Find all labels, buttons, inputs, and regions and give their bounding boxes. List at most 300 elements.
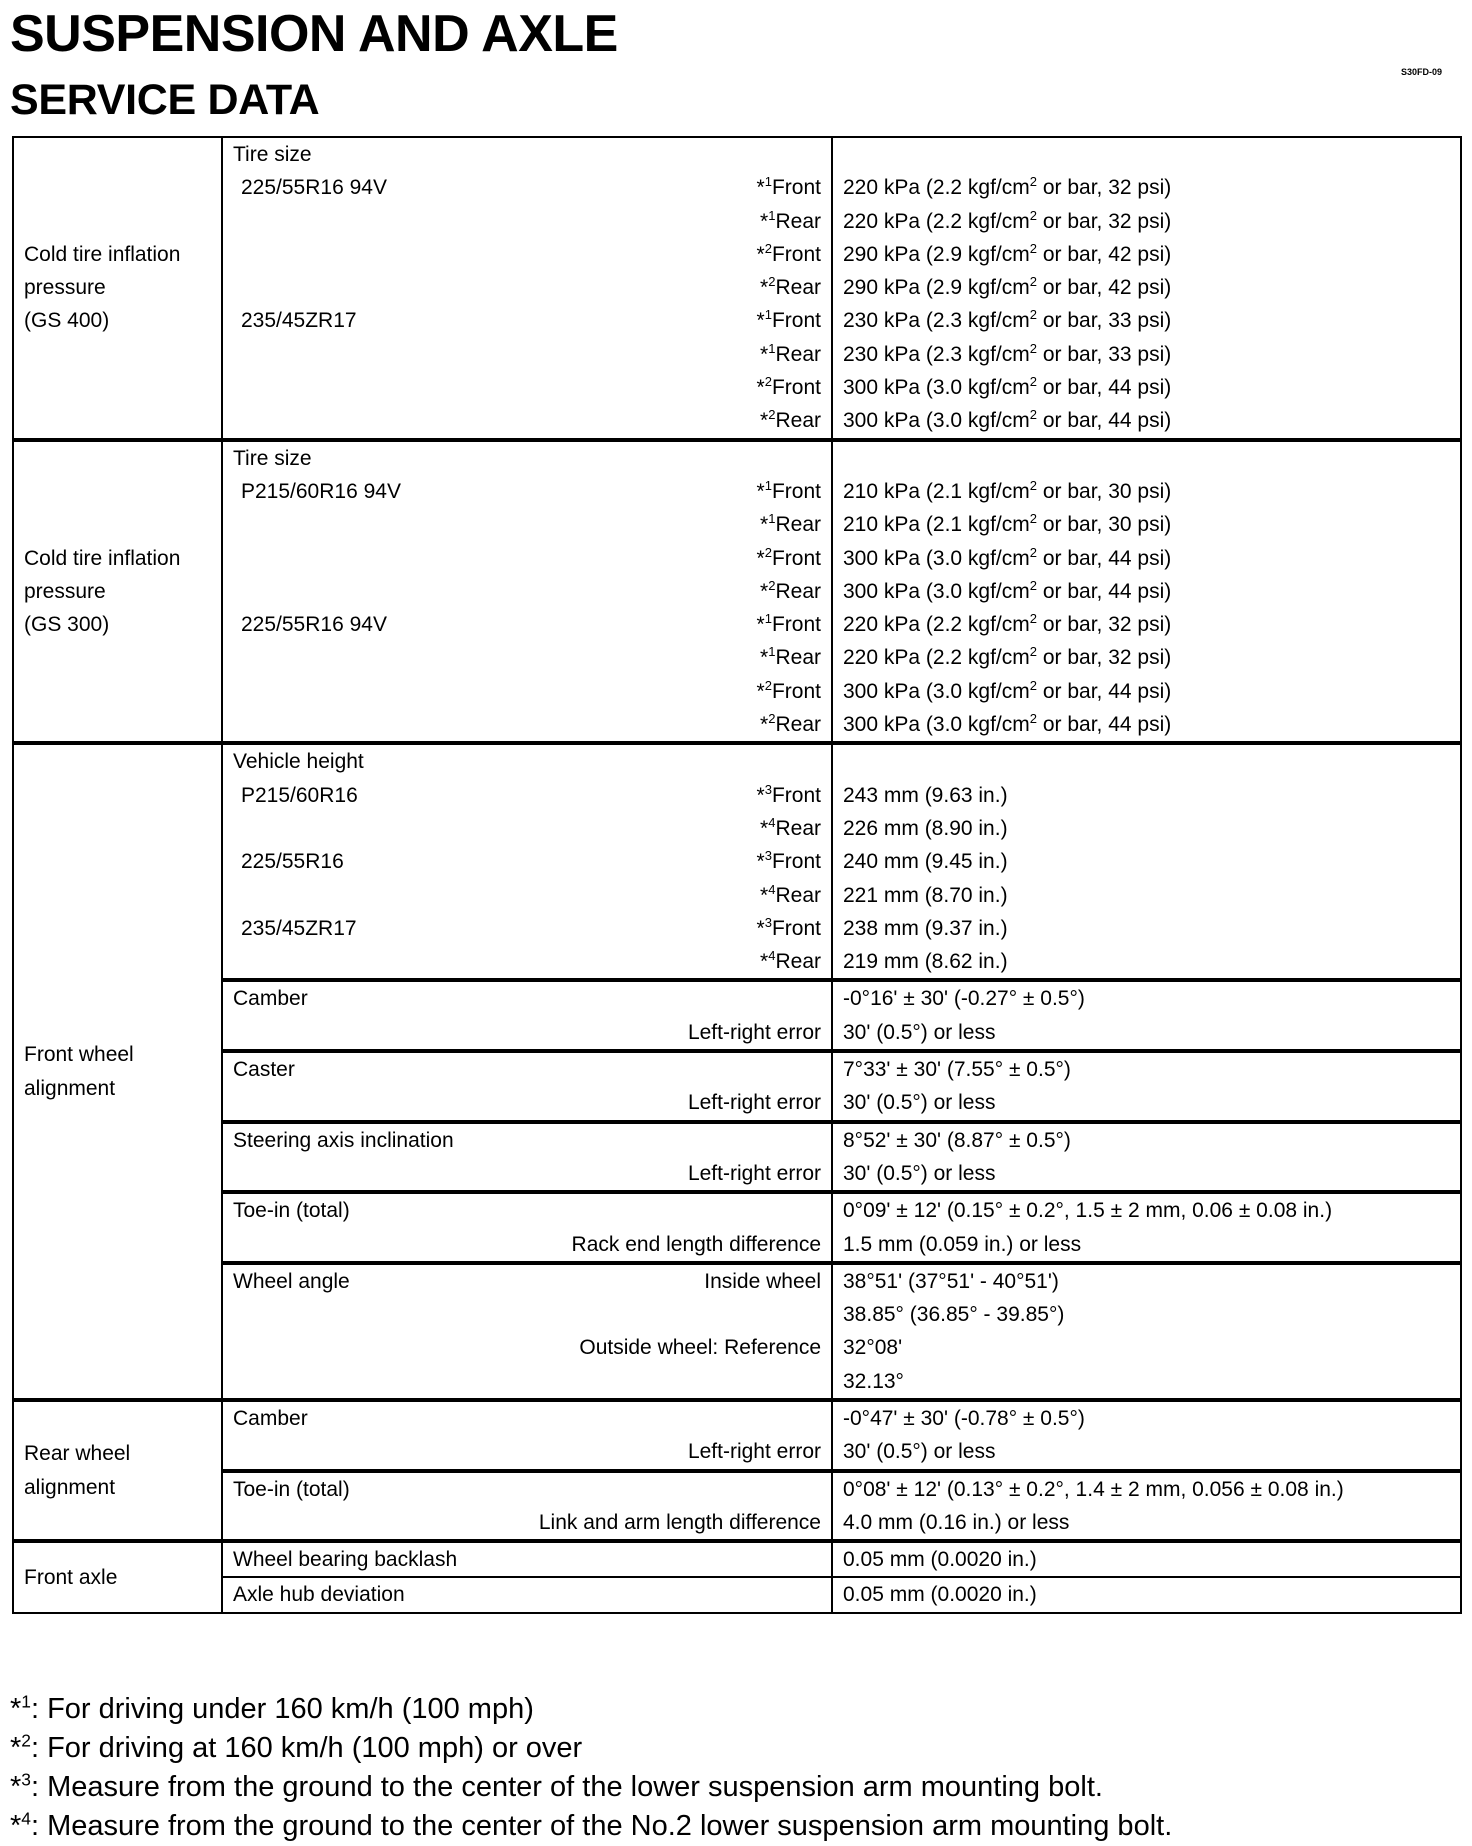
mark-number: 2: [768, 711, 776, 727]
asterisk: *: [756, 679, 765, 703]
footnote-mark: [10, 1771, 31, 1803]
height-value: 243 mm (9.63 in.): [843, 783, 1008, 807]
position-label: [760, 508, 821, 541]
pressure-value: [843, 304, 1450, 337]
asterisk: *: [760, 342, 769, 366]
spec-item-row: [233, 238, 821, 271]
position-label: [757, 371, 821, 404]
pressure-value-text: 300 kPa (3.0 kgf/cm: [843, 376, 1030, 400]
pressure-value-text: 300 kPa (3.0 kgf/cm: [843, 409, 1030, 433]
axle-position: Front: [771, 309, 821, 333]
outside-wheel-label: Outside wheel: Reference: [579, 1336, 821, 1360]
blank-line: [843, 745, 1450, 778]
spec-items-cell: [222, 1471, 832, 1542]
toe-in-label: Toe-in (total): [233, 1199, 350, 1223]
camber-sub-label: Left-right error: [687, 1020, 821, 1044]
row-front-camber: [13, 980, 1461, 1051]
row-rear-camber: [13, 1400, 1461, 1471]
unit-exponent: 2: [1029, 544, 1038, 560]
unit-exponent: 2: [1029, 577, 1038, 593]
spec-item-row: [233, 508, 821, 541]
mark-number: 1: [768, 340, 776, 356]
position-label: [757, 171, 821, 204]
height-value: 240 mm (9.45 in.): [843, 850, 1008, 874]
footnote-text: : Measure from the ground to the center of the No.2 lower suspension arm mounting bolt.: [30, 1810, 1173, 1842]
footnote-mark: [757, 309, 772, 332]
unit-exponent: 2: [1029, 511, 1038, 527]
asterisk: *: [760, 409, 769, 433]
pressure-value: [843, 371, 1450, 404]
unit-exponent: 2: [1029, 677, 1038, 693]
footnote-mark: [756, 914, 772, 940]
outside-wheel-value: 32°08': [843, 1336, 903, 1360]
footnote-mark: [10, 1693, 31, 1725]
caster-label: Caster: [233, 1058, 295, 1082]
asterisk: *: [756, 242, 765, 266]
spec-item-row: [233, 608, 821, 641]
mark-number: 3: [21, 1769, 31, 1790]
vehicle-height-header: Vehicle height: [233, 750, 364, 774]
spec-item-row: [233, 845, 821, 878]
spec-values-cell: [832, 1051, 1461, 1122]
footnote-mark: [756, 781, 772, 807]
mark-number: 4: [21, 1808, 31, 1829]
spec-item-row: [233, 879, 821, 912]
footnote: [10, 1690, 1172, 1729]
position-label: [757, 238, 821, 271]
unit-exponent: 2: [1029, 477, 1038, 493]
footnote-mark: [757, 850, 772, 873]
tire-size: P215/60R16: [241, 783, 358, 807]
inside-wheel-value: 38°51' (37°51' - 40°51'): [843, 1269, 1059, 1293]
caster-sub-label: Left-right error: [687, 1091, 821, 1115]
axle-position: Front: [771, 176, 821, 200]
spec-values-cell: [832, 1192, 1461, 1263]
pressure-value-text: 300 kPa (3.0 kgf/cm: [843, 546, 1030, 570]
asterisk: *: [756, 850, 765, 874]
unit-exponent: 2: [1029, 207, 1038, 223]
position-label: [757, 542, 821, 575]
footnote-mark: [760, 409, 775, 432]
footnote-mark: [760, 340, 776, 366]
asterisk: *: [760, 646, 769, 670]
mark-number: 2: [768, 577, 776, 593]
footnote-text: : For driving under 160 km/h (100 mph): [30, 1693, 534, 1725]
document-code: S30FD-09: [1400, 67, 1442, 77]
position-label: [760, 205, 821, 238]
height-value: 219 mm (8.62 in.): [843, 950, 1008, 974]
unit-exponent: 2: [1029, 407, 1038, 423]
footnote-mark: [760, 713, 775, 736]
spec-item-row: [233, 912, 821, 945]
footnote: [10, 1807, 1172, 1846]
tire-size: 235/45ZR17: [241, 916, 357, 940]
position-label: [760, 404, 821, 437]
pressure-value-text: 220 kPa (2.2 kgf/cm: [843, 209, 1030, 233]
toe-in-sub-value: 1.5 mm (0.059 in.) or less: [843, 1232, 1082, 1256]
axle-position: Front: [771, 479, 821, 503]
footnote-text: : Measure from the ground to the center of the lower suspension arm mounting bolt.: [30, 1771, 1103, 1803]
row-front-toe-in: [13, 1192, 1461, 1263]
unit-exponent: 2: [1029, 174, 1038, 190]
asterisk: *: [756, 376, 765, 400]
rear-camber-sub-value: 30' (0.5°) or less: [843, 1440, 996, 1464]
pressure-value-text: or bar, 32 psi): [1037, 646, 1172, 670]
position-label: [757, 845, 821, 878]
asterisk: *: [756, 613, 765, 637]
unit-exponent: 2: [1029, 611, 1038, 627]
spec-items-cell: [222, 1051, 832, 1122]
caster-sub-value: 30' (0.5°) or less: [843, 1091, 996, 1115]
blank-line: [843, 138, 1450, 171]
spec-item-row: [233, 945, 821, 978]
mark-number: 1: [768, 207, 776, 223]
spec-values-cell: [832, 743, 1461, 980]
pressure-value: [843, 542, 1450, 575]
footnote-mark: [760, 881, 776, 907]
position-label: [760, 812, 821, 845]
spec-items-cell: [222, 743, 832, 980]
spec-item-row: [233, 575, 821, 608]
mark-number: 1: [768, 644, 776, 660]
axle-position: Rear: [775, 513, 821, 537]
pressure-value-text: or bar, 30 psi): [1037, 479, 1172, 503]
axle-position: Front: [771, 783, 821, 807]
spec-item-row: [233, 371, 821, 404]
category-line: Rear wheel: [24, 1442, 131, 1466]
asterisk: *: [756, 309, 765, 333]
position-label: [757, 675, 821, 708]
spec-item-row: [233, 641, 821, 674]
mark-number: 2: [21, 1730, 31, 1751]
pressure-value: [843, 508, 1450, 541]
spec-item-row: [233, 475, 821, 508]
caster-value: 7°33' ± 30' (7.55° ± 0.5°): [843, 1058, 1071, 1082]
hub-deviation-label: Axle hub deviation: [233, 1583, 405, 1607]
mark-number: 1: [21, 1691, 31, 1712]
mark-number: 4: [768, 881, 776, 897]
asterisk: *: [10, 1693, 22, 1725]
unit-exponent: 2: [1029, 711, 1038, 727]
axle-position: Front: [771, 613, 821, 637]
blank-line: [843, 442, 1450, 475]
axle-position: Rear: [775, 646, 821, 670]
footnote-mark: [756, 677, 772, 703]
pressure-value: [843, 575, 1450, 608]
spec-values-cell: [832, 137, 1461, 440]
pressure-value: [843, 641, 1450, 674]
pressure-value: [843, 404, 1450, 437]
spec-item-row: [233, 171, 821, 204]
asterisk: *: [756, 783, 765, 807]
pressure-value-text: 210 kPa (2.1 kgf/cm: [843, 479, 1030, 503]
asterisk: *: [760, 276, 769, 300]
mark-number: 2: [764, 677, 772, 693]
pressure-value: [843, 338, 1450, 371]
inside-wheel-label: Inside wheel: [704, 1269, 821, 1293]
pressure-value-text: 210 kPa (2.1 kgf/cm: [843, 513, 1030, 537]
unit-exponent: 2: [1029, 644, 1038, 660]
pressure-value-text: or bar, 33 psi): [1037, 309, 1172, 333]
asterisk: *: [760, 579, 769, 603]
footnote-mark: [757, 176, 772, 199]
asterisk: *: [760, 950, 769, 974]
category-line: Cold tire inflation: [24, 242, 181, 266]
axle-position: Front: [771, 679, 821, 703]
mark-number: 1: [764, 307, 772, 323]
spec-values-cell: [832, 1471, 1461, 1542]
mark-number: 1: [768, 511, 776, 527]
footnote-mark: [756, 240, 772, 266]
rear-camber-label: Camber: [233, 1406, 308, 1430]
pressure-value-text: 230 kPa (2.3 kgf/cm: [843, 309, 1030, 333]
pressure-value-text: or bar, 44 psi): [1037, 376, 1172, 400]
axle-position: Front: [771, 546, 821, 570]
pressure-value: [843, 271, 1450, 304]
row-front-caster: [13, 1051, 1461, 1122]
footnote-mark: [757, 376, 772, 399]
axle-position: Rear: [775, 816, 821, 840]
row-wheel-bearing-backlash: [13, 1541, 1461, 1577]
unit-exponent: 2: [1029, 274, 1038, 290]
spec-items-cell: [222, 1122, 832, 1193]
toe-in-value: 0°09' ± 12' (0.15° ± 0.2°, 1.5 ± 2 mm, 0.06 ± 0.08 in.): [843, 1199, 1333, 1223]
spec-item-row: [233, 404, 821, 437]
backlash-value: 0.05 mm (0.0020 in.): [843, 1548, 1037, 1572]
category-line: pressure: [24, 276, 106, 300]
tire-size-header: Tire size: [233, 143, 312, 166]
category-cell: [13, 1541, 222, 1613]
axle-position: Rear: [775, 342, 821, 366]
category-line: alignment: [24, 1076, 116, 1100]
spec-items-cell: [222, 137, 832, 440]
category-line: alignment: [24, 1475, 116, 1499]
pressure-value-text: or bar, 32 psi): [1037, 209, 1172, 233]
camber-label: Camber: [233, 987, 308, 1011]
spec-values-cell: [832, 1122, 1461, 1193]
mark-number: 2: [764, 374, 772, 390]
footnote-mark: [760, 577, 776, 603]
pressure-value: [843, 608, 1450, 641]
rear-toe-in-label: Toe-in (total): [233, 1477, 350, 1501]
category-cell: [13, 440, 222, 744]
pressure-value-text: 220 kPa (2.2 kgf/cm: [843, 176, 1030, 200]
axle-position: Front: [771, 242, 821, 266]
pressure-value-text: or bar, 44 psi): [1037, 679, 1172, 703]
category-cell: [13, 137, 222, 440]
height-value: 226 mm (8.90 in.): [843, 816, 1008, 840]
spec-items-cell: [222, 980, 832, 1051]
axle-position: Rear: [775, 409, 821, 433]
pressure-value-text: 220 kPa (2.2 kgf/cm: [843, 646, 1030, 670]
mark-number: 2: [764, 544, 772, 560]
pressure-value: [843, 171, 1450, 204]
position-label: [757, 912, 821, 945]
position-label: [757, 304, 821, 337]
asterisk: *: [10, 1732, 22, 1764]
steering-axis-sub-value: 30' (0.5°) or less: [843, 1161, 996, 1185]
position-label: [760, 945, 821, 978]
pressure-value-text: 300 kPa (3.0 kgf/cm: [843, 713, 1030, 737]
spec-item-row: [233, 271, 821, 304]
pressure-value: [843, 708, 1450, 741]
tire-size: P215/60R16 94V: [241, 479, 401, 503]
asterisk: *: [10, 1810, 22, 1842]
mark-number: 3: [764, 914, 772, 930]
spec-items-cell: [222, 1400, 832, 1471]
backlash-label: Wheel bearing backlash: [233, 1548, 458, 1572]
spec-values-cell: [832, 440, 1461, 744]
position-label: [760, 879, 821, 912]
axle-position: Rear: [775, 713, 821, 737]
height-value: 238 mm (9.37 in.): [843, 916, 1008, 940]
height-value: 221 mm (8.70 in.): [843, 883, 1008, 907]
position-label: [760, 575, 821, 608]
pressure-value: [843, 238, 1450, 271]
mark-number: 3: [764, 848, 772, 864]
footnote-mark: [10, 1732, 31, 1764]
spec-items-cell: [222, 1577, 832, 1612]
axle-position: Rear: [775, 883, 821, 907]
asterisk: *: [760, 883, 769, 907]
tire-size: 225/55R16: [241, 850, 344, 874]
unit-exponent: 2: [1029, 240, 1038, 256]
pressure-value-text: 290 kPa (2.9 kgf/cm: [843, 276, 1030, 300]
mark-number: 3: [764, 781, 772, 797]
axle-position: Rear: [775, 276, 821, 300]
category-line: (GS 400): [24, 309, 110, 333]
footnote-mark: [760, 950, 775, 973]
blank-line: [233, 1298, 821, 1331]
camber-sub-value: 30' (0.5°) or less: [843, 1020, 996, 1044]
spec-values-cell: [832, 1400, 1461, 1471]
category-cell: [13, 1400, 222, 1541]
tire-size: 235/45ZR17: [241, 309, 357, 333]
mark-number: 1: [764, 477, 772, 493]
outside-wheel-value-decimal: 32.13°: [843, 1369, 904, 1393]
unit-exponent: 2: [1029, 374, 1038, 390]
position-label: [757, 608, 821, 641]
position-label: [760, 271, 821, 304]
hub-deviation-value: 0.05 mm (0.0020 in.): [843, 1583, 1037, 1607]
category-line: Cold tire inflation: [24, 546, 181, 570]
tire-size: 225/55R16 94V: [241, 613, 387, 637]
category-cell: [13, 743, 222, 1400]
tire-size: 225/55R16 94V: [241, 176, 387, 200]
category-line: pressure: [24, 579, 106, 603]
spec-values-cell: [832, 1577, 1461, 1612]
footnote-text: : For driving at 160 km/h (100 mph) or over: [30, 1732, 583, 1764]
asterisk: *: [760, 209, 769, 233]
asterisk: *: [756, 916, 765, 940]
position-label: [760, 708, 821, 741]
mark-number: 1: [764, 174, 772, 190]
steering-axis-sub-label: Left-right error: [687, 1161, 821, 1185]
footnote-mark: [760, 513, 775, 536]
pressure-value-text: 220 kPa (2.2 kgf/cm: [843, 613, 1030, 637]
pressure-value: [843, 205, 1450, 238]
wheel-angle-line: [233, 1265, 821, 1298]
pressure-value-text: 300 kPa (3.0 kgf/cm: [843, 579, 1030, 603]
pressure-value-text: 230 kPa (2.3 kgf/cm: [843, 342, 1030, 366]
pressure-value-text: or bar, 33 psi): [1037, 342, 1172, 366]
pressure-value-text: or bar, 42 psi): [1037, 242, 1172, 266]
footnotes: [10, 1690, 1172, 1846]
section-cold-gs300: [13, 440, 1461, 744]
asterisk: *: [760, 713, 769, 737]
category-line: Front wheel: [24, 1043, 134, 1067]
row-wheel-angle: [13, 1263, 1461, 1400]
steering-axis-label: Steering axis inclination: [233, 1128, 454, 1152]
mark-number: 2: [768, 274, 776, 290]
mark-number: 2: [768, 407, 776, 423]
rear-camber-value: -0°47' ± 30' (-0.78° ± 0.5°): [843, 1406, 1085, 1430]
spec-item-row: [233, 708, 821, 741]
footnote-mark: [757, 613, 772, 636]
position-label: [757, 779, 821, 812]
pressure-value-text: or bar, 44 psi): [1037, 409, 1172, 433]
footnote: [10, 1729, 1172, 1768]
tire-size-header: Tire size: [233, 446, 312, 470]
footnote-mark: [760, 814, 776, 840]
rear-camber-sub-label: Left-right error: [687, 1440, 821, 1464]
asterisk: *: [760, 816, 769, 840]
spec-item-row: [233, 812, 821, 845]
page-subtitle: SERVICE DATA: [10, 76, 320, 124]
footnote-mark: [756, 477, 772, 503]
spec-item-row: [233, 338, 821, 371]
mark-number: 4: [768, 948, 776, 964]
camber-value: -0°16' ± 30' (-0.27° ± 0.5°): [843, 987, 1085, 1011]
unit-exponent: 2: [1029, 307, 1038, 323]
position-label: [760, 641, 821, 674]
row-axle-hub-deviation: [13, 1577, 1461, 1612]
pressure-value-text: or bar, 32 psi): [1037, 613, 1172, 637]
section-cold-gs400: [13, 137, 1461, 440]
mark-number: 1: [764, 611, 772, 627]
footnote-mark: [756, 544, 772, 570]
toe-in-sub-label: Rack end length difference: [571, 1232, 821, 1256]
category-line: (GS 300): [24, 613, 110, 637]
spec-values-cell: [832, 1263, 1461, 1400]
category-line: Front axle: [24, 1565, 118, 1589]
pressure-value: [843, 675, 1450, 708]
footnote-mark: [760, 646, 775, 669]
axle-position: Front: [771, 376, 821, 400]
pressure-value-text: or bar, 42 psi): [1037, 276, 1172, 300]
spec-items-cell: [222, 1192, 832, 1263]
spec-items-cell: [222, 440, 832, 744]
rear-toe-in-sub-value: 4.0 mm (0.16 in.) or less: [843, 1510, 1070, 1534]
footnote: [10, 1768, 1172, 1807]
spec-items-cell: [222, 1263, 832, 1400]
pressure-value-text: 300 kPa (3.0 kgf/cm: [843, 679, 1030, 703]
spec-item-row: [233, 304, 821, 337]
asterisk: *: [10, 1771, 22, 1803]
pressure-value-text: or bar, 44 psi): [1037, 579, 1172, 603]
axle-position: Front: [771, 850, 821, 874]
axle-position: Front: [771, 916, 821, 940]
steering-axis-value: 8°52' ± 30' (8.87° ± 0.5°): [843, 1128, 1071, 1152]
spec-item-row: [233, 205, 821, 238]
footnote-mark: [10, 1810, 31, 1842]
row-rear-toe-in: [13, 1471, 1461, 1542]
wheel-angle-label: Wheel angle: [233, 1269, 350, 1293]
pressure-value-text: or bar, 44 psi): [1037, 713, 1172, 737]
pressure-value-text: 290 kPa (2.9 kgf/cm: [843, 242, 1030, 266]
row-front-steering-axis: [13, 1122, 1461, 1193]
unit-exponent: 2: [1029, 340, 1038, 356]
